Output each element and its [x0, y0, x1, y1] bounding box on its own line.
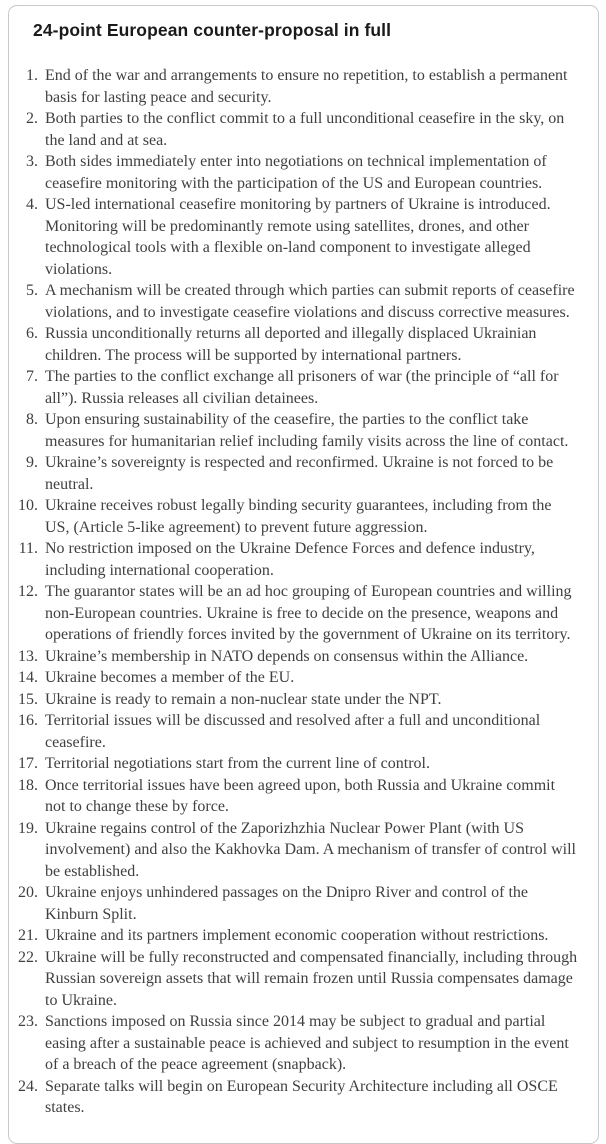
list-item: 14. Ukraine becomes a member of the EU. — [42, 667, 578, 689]
list-item: 1. End of the war and arrangements to ensure no repetition, to establish a permanent basis for lasting peace and security. — [42, 65, 578, 108]
list-item: 17. Territorial negotiations start from the current line of control. — [42, 753, 578, 775]
card-title: 24-point European counter-proposal in full — [33, 20, 392, 40]
list-item: 21. Ukraine and its partners implement economic cooperation without restrictions. — [42, 925, 578, 947]
list-item: 15. Ukraine is ready to remain a non-nuclear state under the NPT. — [42, 689, 578, 711]
list-item: 4. US-led international ceasefire monitoring by partners of Ukraine is introduced. Monitoring will be predominantly remote using satellites, drones, and other technological tools with a flexible on-land component to investigate alleged violations. — [42, 194, 578, 280]
list-item: 24. Separate talks will begin on European Security Architecture including all OSCE states. — [42, 1076, 578, 1119]
list-item: 20. Ukraine enjoys unhindered passages on the Dnipro River and control of the Kinburn Split. — [42, 882, 578, 925]
list-item: 8. Upon ensuring sustainability of the ceasefire, the parties to the conflict take measures for humanitarian relief including family visits across the line of contact. — [42, 409, 578, 452]
list-item: 19. Ukraine regains control of the Zaporizhzhia Nuclear Power Plant (with US involvement) and also the Kakhovka Dam. A mechanism of transfer of control will be established. — [42, 818, 578, 883]
list-item: 7. The parties to the conflict exchange all prisoners of war (the principle of “all for all”). Russia releases all civilian detainees. — [42, 366, 578, 409]
list-item: 10. Ukraine receives robust legally binding security guarantees, including from the US, (Article 5-like agreement) to prevent future aggression. — [42, 495, 578, 538]
list-item: 9. Ukraine’s sovereignty is respected and reconfirmed. Ukraine is not forced to be neutral. — [42, 452, 578, 495]
list-item: 18. Once territorial issues have been agreed upon, both Russia and Ukraine commit not to change these by force. — [42, 775, 578, 818]
list-item: 3. Both sides immediately enter into negotiations on technical implementation of ceasefire monitoring with the participation of the US and European countries. — [42, 151, 578, 194]
proposal-list — [25, 65, 578, 1119]
list-item: 11. No restriction imposed on the Ukraine Defence Forces and defence industry, including international cooperation. — [42, 538, 578, 581]
list-item: 2. Both parties to the conflict commit to a full unconditional ceasefire in the sky, on the land and at sea. — [42, 108, 578, 151]
list-item: 13. Ukraine’s membership in NATO depends on consensus within the Alliance. — [42, 646, 578, 668]
list-item: 23. Sanctions imposed on Russia since 2014 may be subject to gradual and partial easing after a sustainable peace is achieved and subject to resumption in the event of a breach of the peace agreement (snapback). — [42, 1011, 578, 1076]
list-item: 12. The guarantor states will be an ad hoc grouping of European countries and willing non-European countries. Ukraine is free to decide on the presence, weapons and operations of friendly forces invited by the government of Ukraine on its territory. — [42, 581, 578, 646]
list-item: 5. A mechanism will be created through which parties can submit reports of ceasefire violations, and to investigate ceasefire violations and discuss corrective measures. — [42, 280, 578, 323]
list-item: 22. Ukraine will be fully reconstructed and compensated financially, including through Russian sovereign assets that will remain frozen until Russia compensates damage to Ukraine. — [42, 947, 578, 1012]
list-item: 6. Russia unconditionally returns all deported and illegally displaced Ukrainian children. The process will be supported by international partners. — [42, 323, 578, 366]
list-item: 16. Territorial issues will be discussed and resolved after a full and unconditional ceasefire. — [42, 710, 578, 753]
proposal-card — [8, 5, 599, 1144]
